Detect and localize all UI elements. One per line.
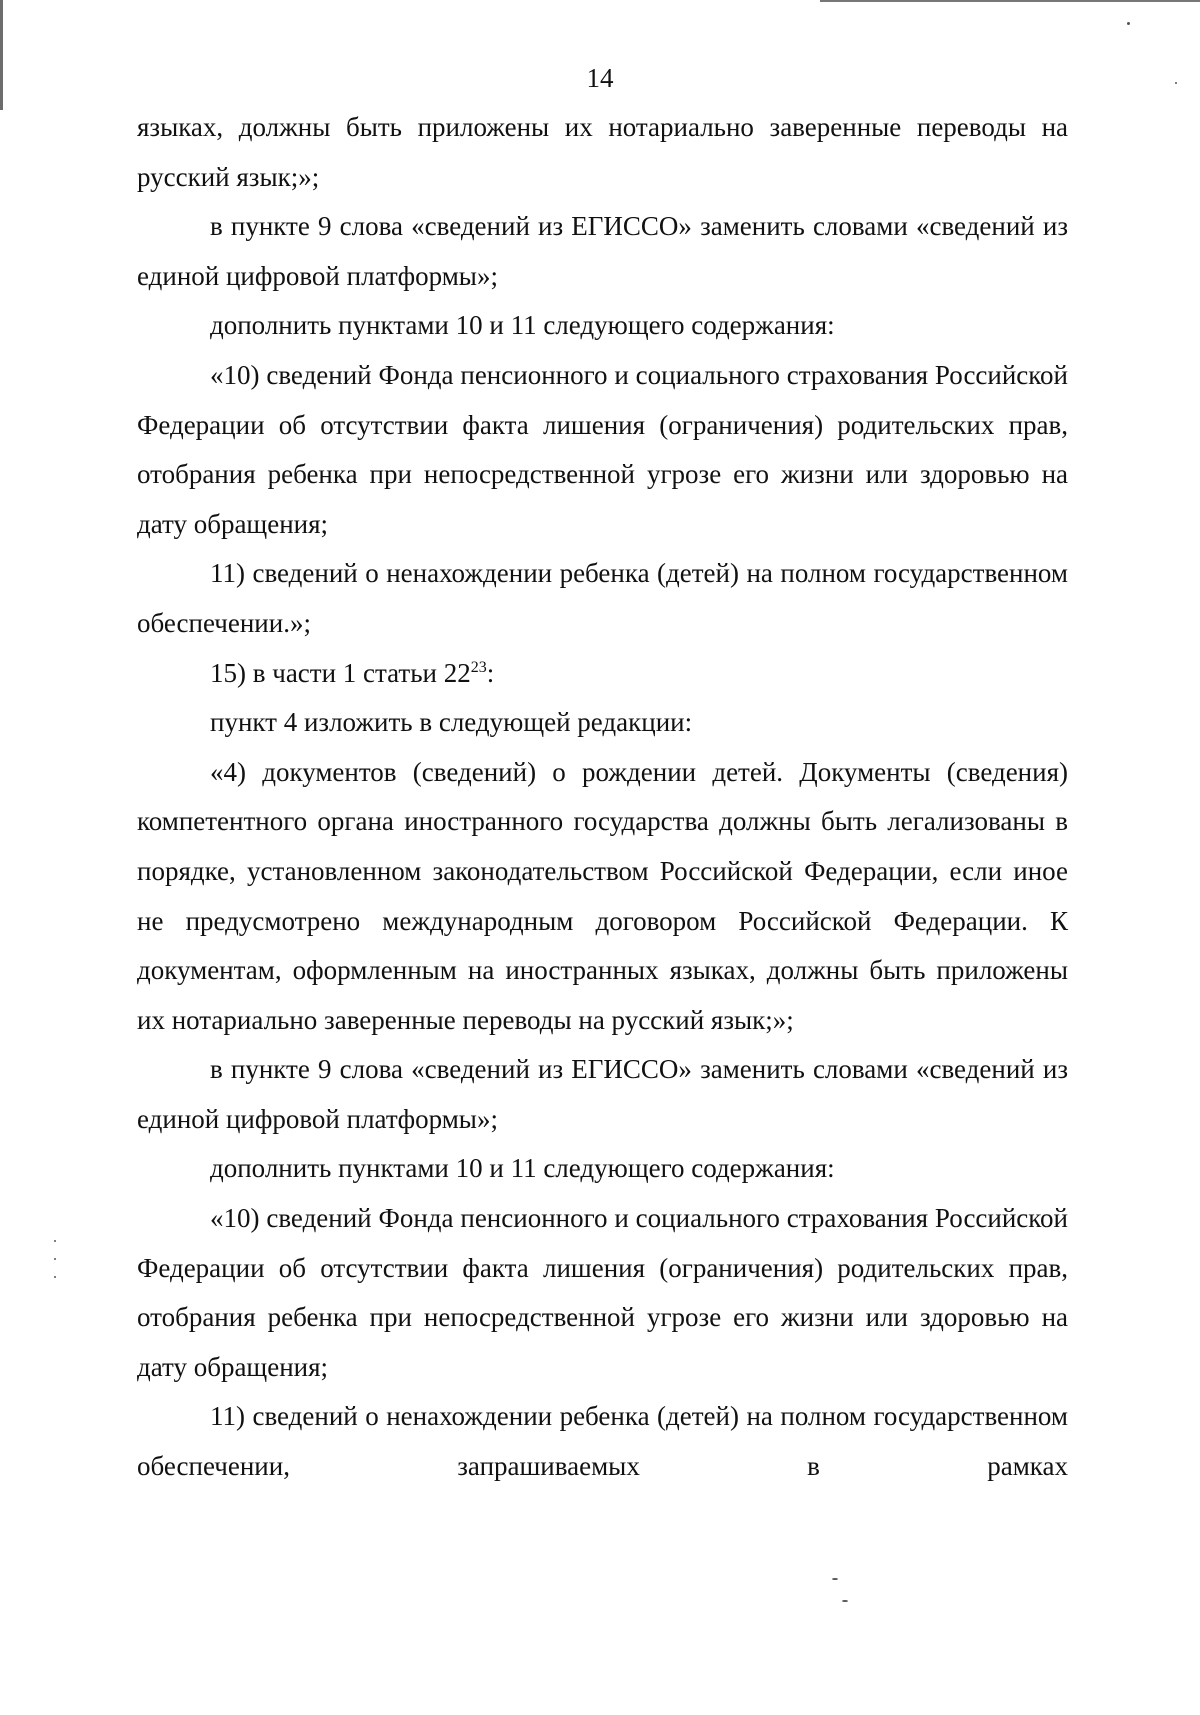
paragraph: дополнить пунктами 10 и 11 следующего содержания:: [210, 310, 835, 341]
scan-speck: [54, 1258, 56, 1260]
scan-edge-top: [820, 0, 1200, 2]
scan-speck: [54, 1240, 56, 1242]
paragraph: 11) сведений о ненахождении ребенка (детей) на полном государственном обеспечении, запрашиваемых в рамках: [137, 1401, 1068, 1482]
scan-speck: [842, 1600, 848, 1602]
paragraph: «10) сведений Фонда пенсионного и социального страхования Российской Федерации об отсутствии факта лишения (ограничения) родительских прав, отобрания ребенка при непосредственной угрозе его жизни или здоровью на дату обращения;: [137, 1203, 1068, 1382]
paragraph: в пункте 9 слова «сведений из ЕГИССО» заменить словами «сведений из единой цифровой платформы»;: [137, 211, 1068, 291]
paragraph: в пункте 9 слова «сведений из ЕГИССО» заменить словами «сведений из единой цифровой платформы»;: [137, 1054, 1068, 1134]
scan-speck: [832, 1578, 838, 1580]
scan-speck: [54, 1276, 56, 1278]
scan-speck: [1175, 82, 1177, 84]
paragraph: «10) сведений Фонда пенсионного и социального страхования Российской Федерации об отсутствии факта лишения (ограничения) родительских прав, отобрания ребенка при непосредственной угрозе его жизни или здоровью на дату обращения;: [137, 359, 1068, 539]
article-superscript: 23: [470, 658, 487, 676]
paragraph: 11) сведений о ненахождении ребенка (детей) на полном государственном обеспечении.»;: [137, 558, 1068, 638]
paragraph: языках, должны быть приложены их нотариально заверенные переводы на русский язык;»;: [137, 112, 1068, 192]
paragraph-article-reference: [137, 649, 1068, 699]
paragraph: пункт 4 изложить в следующей редакции:: [210, 707, 693, 738]
paragraph: дополнить пунктами 10 и 11 следующего содержания:: [210, 1153, 835, 1184]
document-body: [137, 103, 1068, 1492]
article-text-before: 15) в части 1 статьи 22: [210, 657, 471, 688]
paragraph: «4) документов (сведений) о рождении детей. Документы (сведения) компетентного органа иностранного государства должны быть легализованы в порядке, установленном законодательством Российской Федерации, если иное не предусмотрено международным договором Российской Федерации. К документам, оформленным на иностранных языках, должны быть приложены их нотариально заверенные переводы на русский язык;»;: [137, 756, 1068, 1035]
article-text-after: :: [486, 657, 495, 688]
page-number: 14: [586, 63, 614, 93]
scan-speck: [1127, 22, 1130, 25]
